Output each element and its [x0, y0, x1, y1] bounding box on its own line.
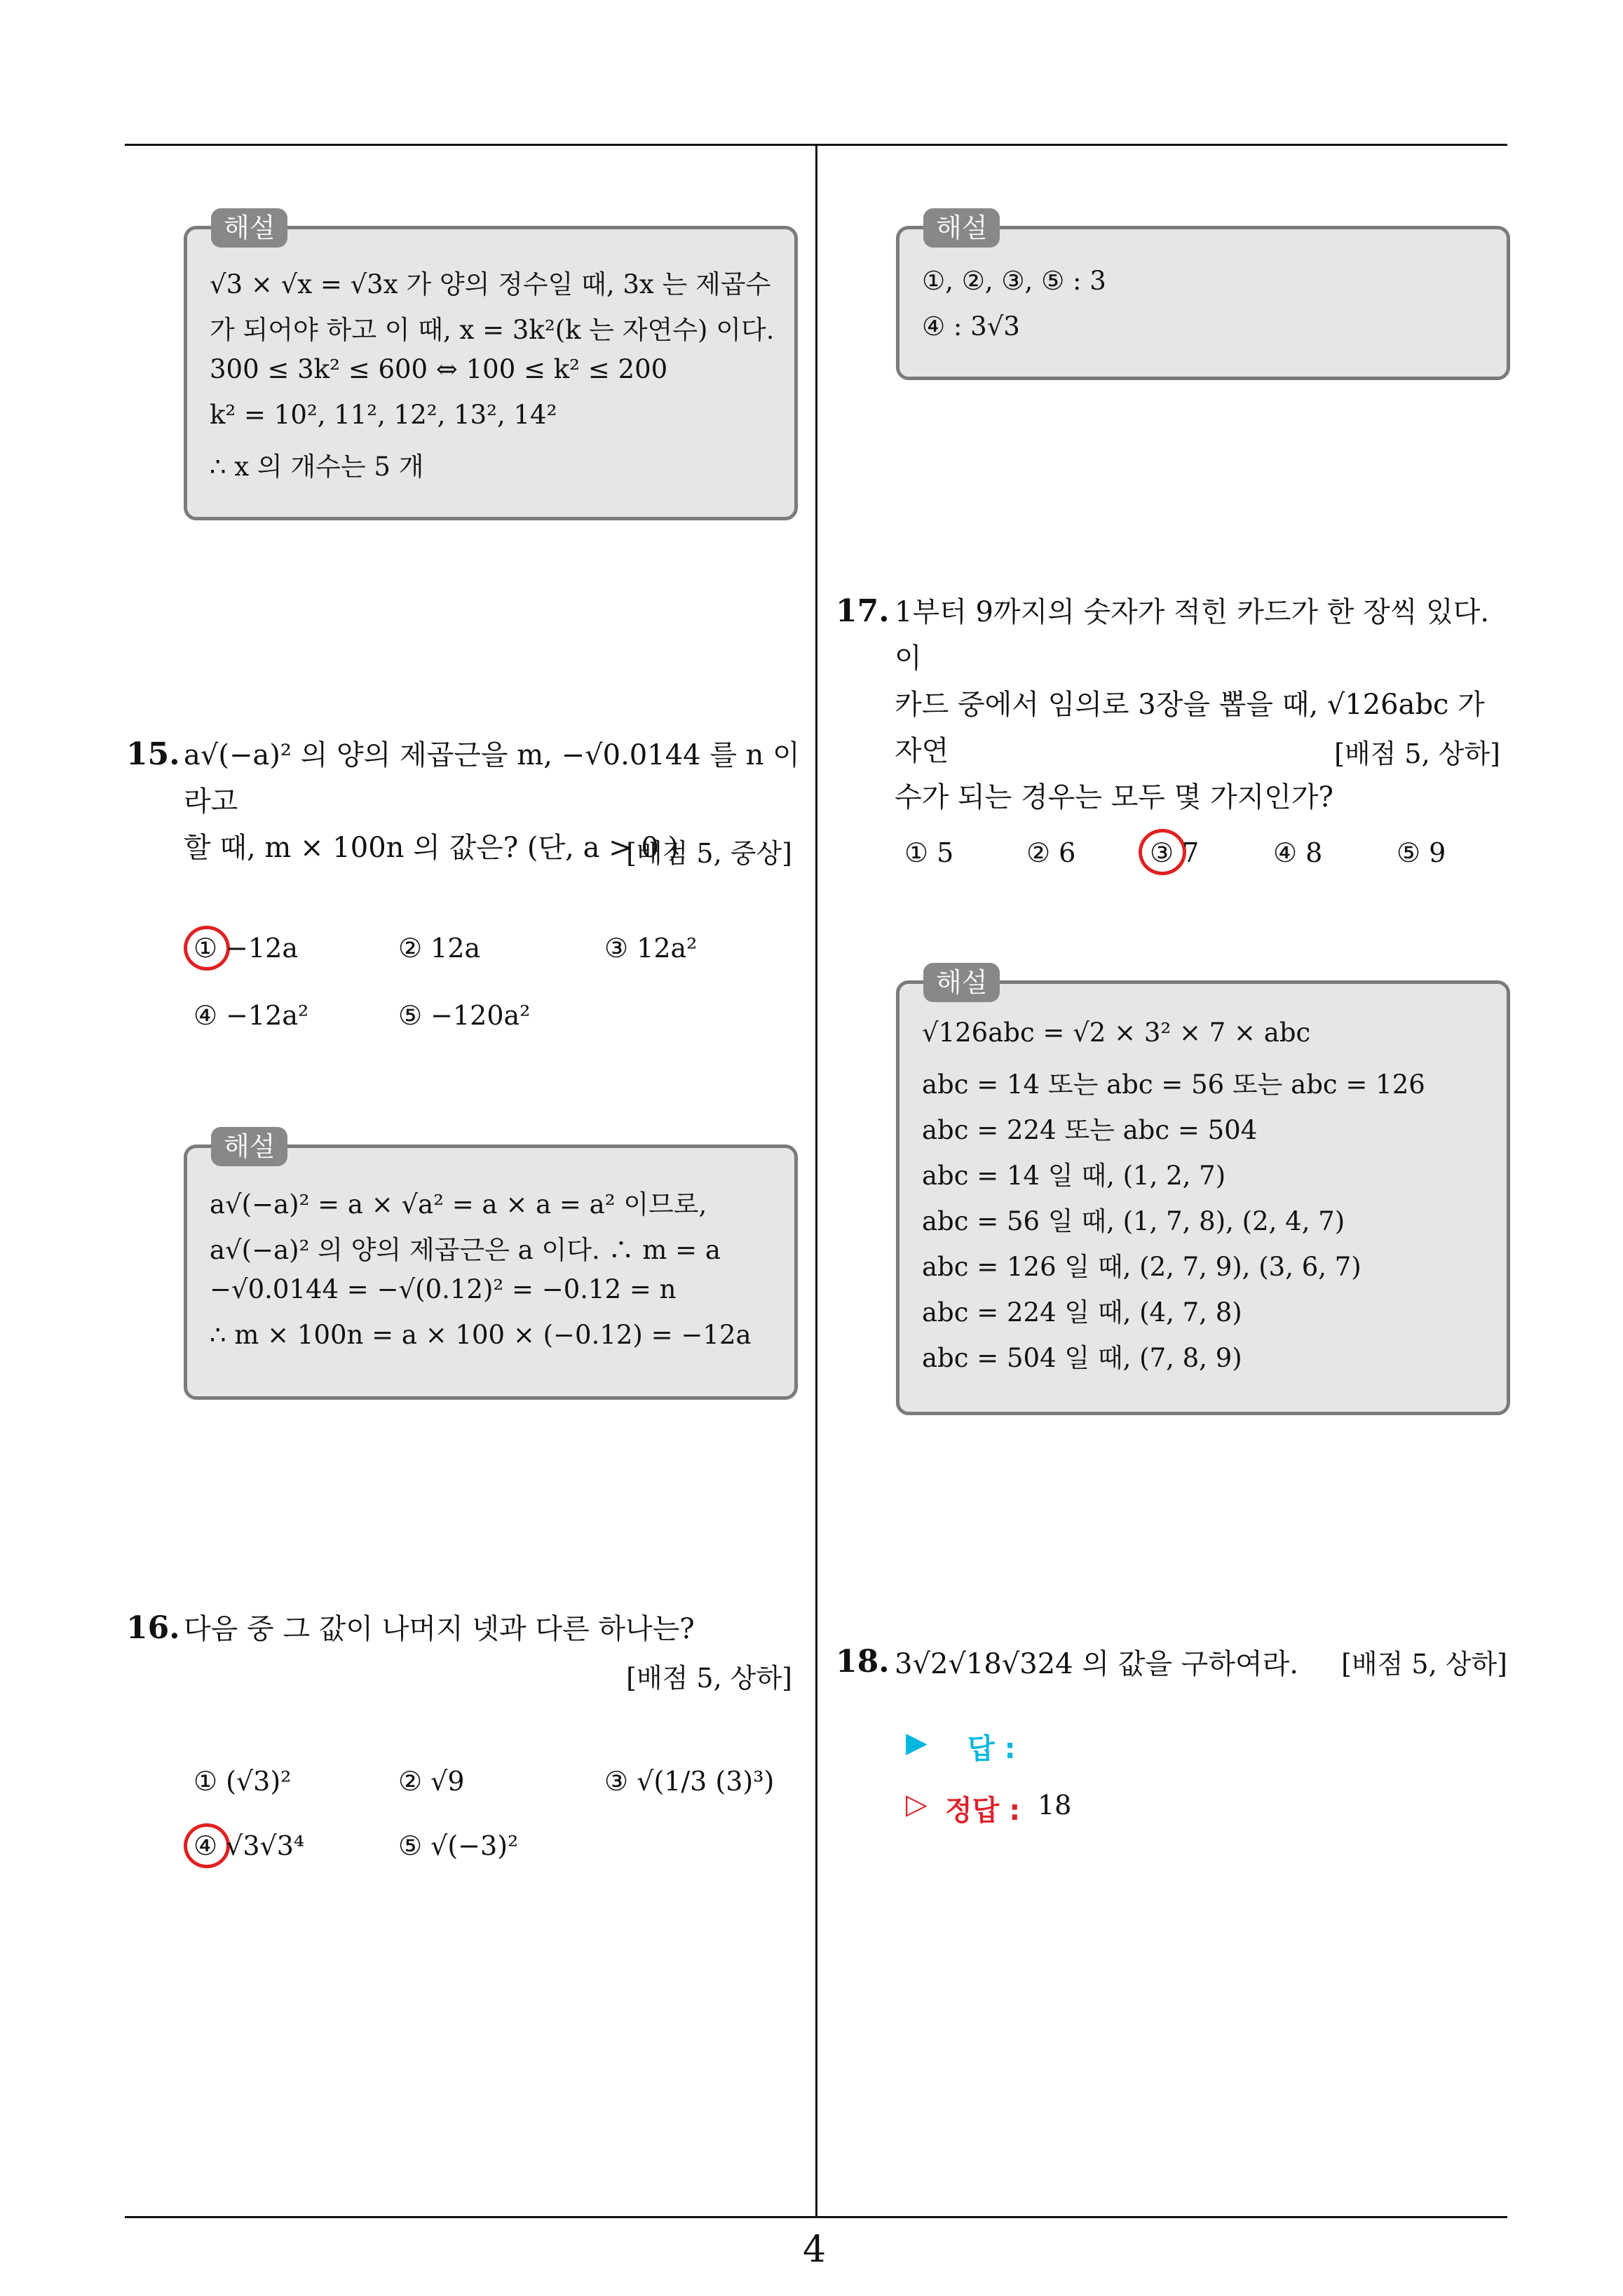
q17-exp-line-6: abc = 126 일 때, (2, 7, 9), (3, 6, 7) — [922, 1252, 1361, 1282]
correct-value: 18 — [1038, 1790, 1072, 1821]
q15-number: 15. — [126, 736, 180, 772]
answer-input[interactable] — [1052, 1724, 1444, 1763]
q16-option-5[interactable]: ⑤ √(−3)² — [398, 1830, 519, 1861]
q17-option-2[interactable]: ② 6 — [1026, 837, 1076, 868]
explain-tag: 해설 — [211, 208, 287, 248]
q18-score: [배점 5, 상하] — [1341, 1649, 1507, 1680]
q14-line-4: k² = 10², 11², 12², 13², 14² — [210, 400, 557, 430]
answer-label: 답 : — [967, 1733, 1016, 1765]
page-number: 4 — [803, 2229, 827, 2271]
q17-number: 17. — [836, 593, 890, 629]
q17-option-5[interactable]: ⑤ 9 — [1397, 837, 1446, 868]
q16-option-4[interactable]: ④ √3√3⁴ — [193, 1830, 305, 1861]
q17-score: [배점 5, 상하] — [1334, 738, 1500, 769]
q14-line-1: √3 × √x = √3x 가 양의 정수일 때, 3x 는 제곱수 — [210, 269, 771, 299]
explain-tag: 해설 — [923, 208, 1000, 248]
explain-tag: 해설 — [923, 963, 1000, 1002]
q17-question — [895, 589, 1512, 821]
q17-option-4[interactable]: ④ 8 — [1273, 837, 1323, 868]
q14-line-3: 300 ≤ 3k² ≤ 600 ⇔ 100 ≤ k² ≤ 200 — [210, 354, 668, 384]
q18-number: 18. — [836, 1644, 890, 1680]
q15-option-1[interactable]: ① −12a — [193, 933, 298, 964]
q17-text-line-3: 수가 되는 경우는 모두 몇 가지인가? — [895, 781, 1333, 813]
q17-text-line-1: 1부터 9까지의 숫자가 적힌 카드가 한 장씩 있다. 이 — [895, 596, 1490, 675]
q15-option-2[interactable]: ② 12a — [398, 933, 481, 964]
q14-explanation-box — [184, 212, 798, 520]
q17-exp-line-7: abc = 224 일 때, (4, 7, 8) — [922, 1297, 1242, 1328]
q17-option-1[interactable]: ① 5 — [904, 837, 954, 868]
q17-exp-line-8: abc = 504 일 때, (7, 8, 9) — [922, 1343, 1242, 1373]
q17-exp-line-2: abc = 14 또는 abc = 56 또는 abc = 126 — [922, 1069, 1425, 1100]
q15-option-5[interactable]: ⑤ −120a² — [398, 1000, 531, 1031]
column-divider — [815, 145, 817, 2217]
bottom-rule — [125, 2216, 1507, 2218]
q15-exp-line-3: −√0.0144 = −√(0.12)² = −0.12 = n — [210, 1274, 677, 1304]
q15-option-4[interactable]: ④ −12a² — [193, 1000, 309, 1031]
correct-label: 정답 : — [945, 1795, 1021, 1827]
q14-line-2: 가 되어야 하고 이 때, x = 3k²(k 는 자연수) 이다. — [210, 315, 775, 345]
q16-question: 다음 중 그 값이 나머지 넷과 다른 하나는? — [184, 1613, 695, 1645]
q16-option-1[interactable]: ① (√3)² — [193, 1766, 292, 1797]
q15-exp-line-1: a√(−a)² = a × √a² = a × a = a² 이므로, — [210, 1189, 707, 1220]
q17-exp-line-4: abc = 14 일 때, (1, 2, 7) — [922, 1161, 1226, 1191]
q15-text-line-1: a√(−a)² 의 양의 제곱근을 m, −√0.0144 를 n 이라고 — [184, 739, 800, 818]
q15-exp-line-2: a√(−a)² 의 양의 제곱근은 a 이다. ∴ m = a — [210, 1235, 721, 1265]
q16-exp-line-1: ①, ②, ③, ⑤ : 3 — [922, 266, 1106, 296]
q16-score: [배점 5, 상하] — [626, 1663, 792, 1694]
q17-exp-line-3: abc = 224 또는 abc = 504 — [922, 1115, 1258, 1145]
answer-arrow-icon: ▶ — [906, 1727, 928, 1759]
q16-option-2[interactable]: ② √9 — [398, 1766, 465, 1797]
explain-tag: 해설 — [211, 1127, 287, 1166]
q15-explanation-box — [184, 1131, 798, 1400]
q16-number: 16. — [126, 1610, 180, 1646]
q17-option-3[interactable]: ③ 7 — [1150, 837, 1200, 868]
q17-explanation-box — [896, 967, 1510, 1415]
q15-exp-line-4: ∴ m × 100n = a × 100 × (−0.12) = −12a — [210, 1320, 752, 1350]
q14-line-5: ∴ x 의 개수는 5 개 — [210, 452, 424, 482]
q17-exp-line-5: abc = 56 일 때, (1, 7, 8), (2, 4, 7) — [922, 1206, 1345, 1236]
q15-score: [배점 5, 중상] — [626, 838, 792, 869]
q16-explanation-box — [896, 212, 1510, 380]
q15-option-3[interactable]: ③ 12a² — [604, 933, 698, 964]
q16-exp-line-2: ④ : 3√3 — [922, 311, 1020, 342]
q18-question: 3√2√18√324 의 값을 구하여라. — [895, 1648, 1298, 1680]
correct-arrow-icon: ▷ — [906, 1788, 928, 1821]
q17-exp-line-1: √126abc = √2 × 3² × 7 × abc — [922, 1018, 1311, 1048]
q15-text-line-2: 할 때, m × 100n 의 값은? (단, a > 0 ) — [184, 832, 679, 864]
q17-text-line-2: 카드 중에서 임의로 3장을 뽑을 때, √126abc 가 자연 — [895, 689, 1485, 767]
q16-option-3[interactable]: ③ √(1/3 (3)³) — [604, 1766, 775, 1797]
